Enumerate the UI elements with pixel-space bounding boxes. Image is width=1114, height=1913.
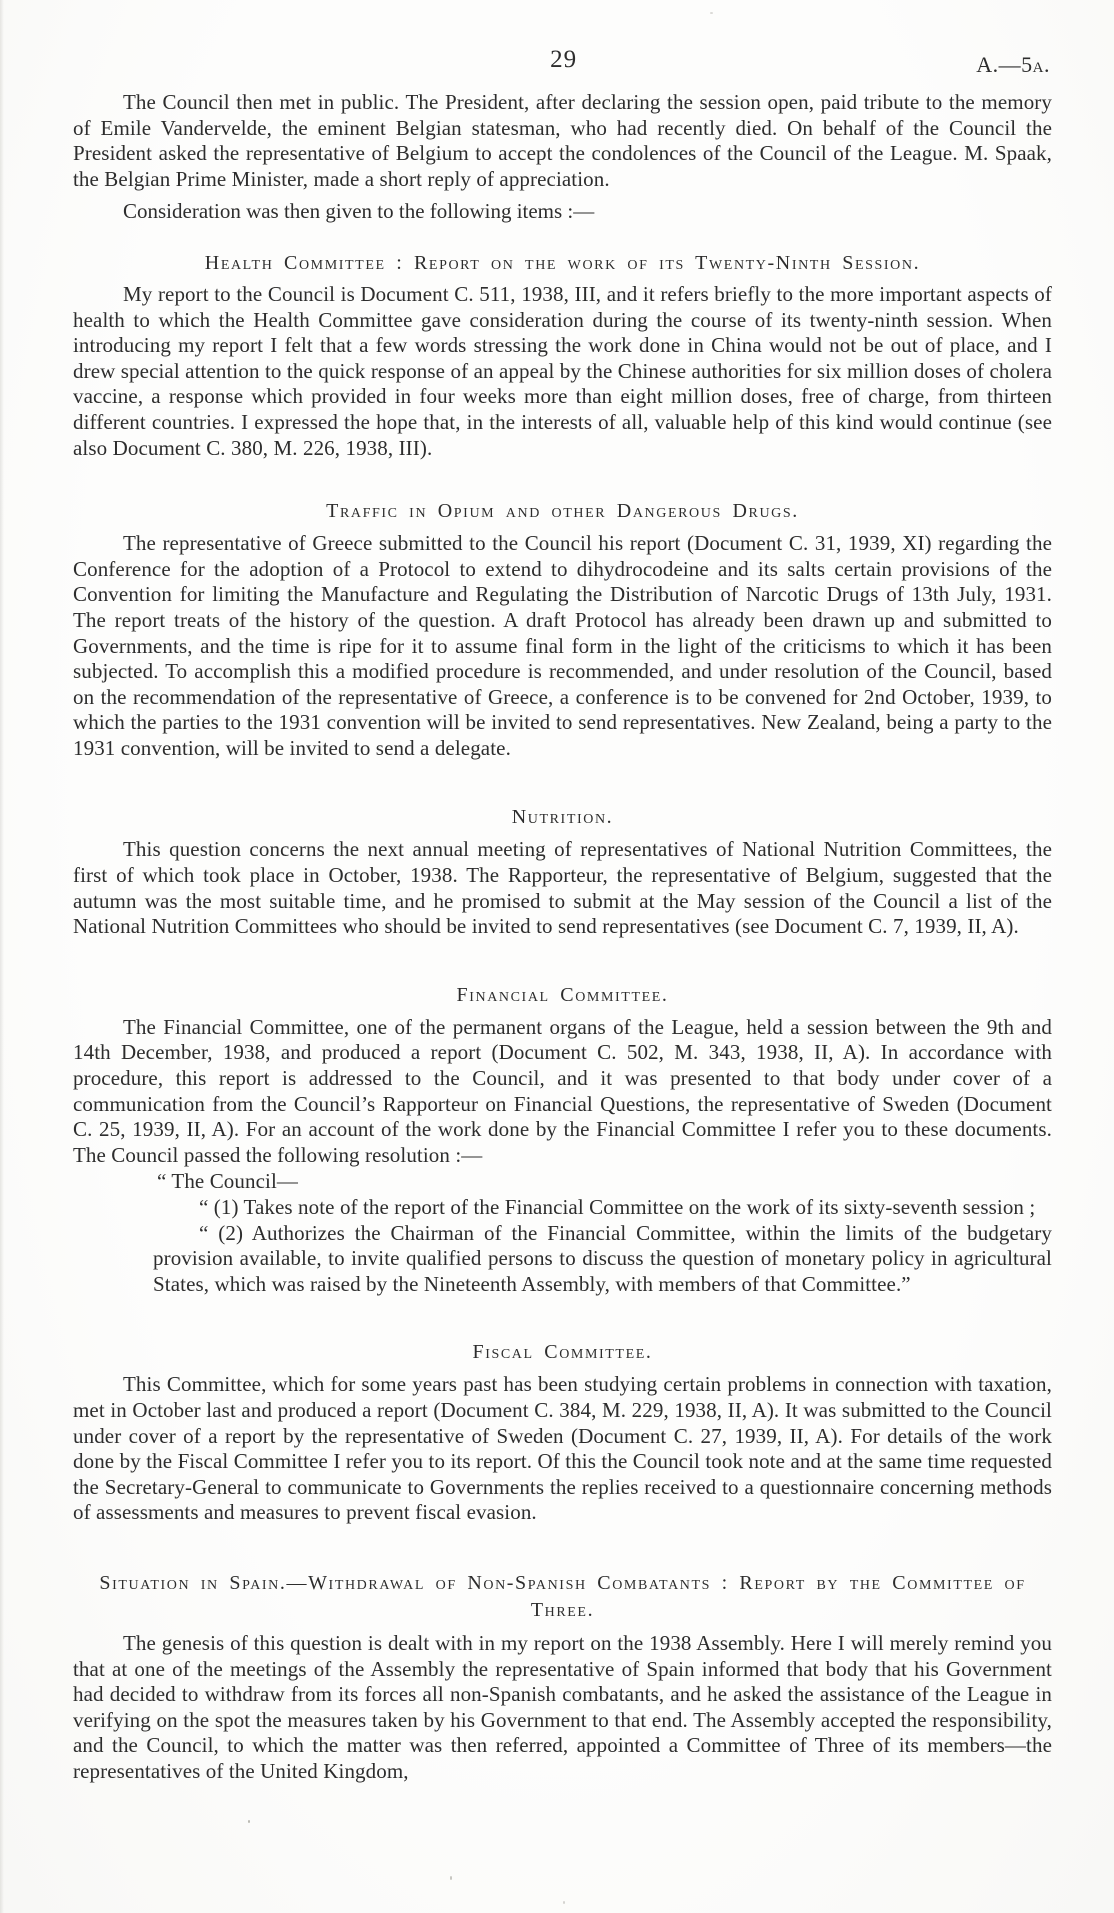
section-health-committee xyxy=(73,250,1052,461)
section-heading-nutrition: Nutrition. xyxy=(511,806,614,829)
section-situation-in-spain xyxy=(73,1570,1052,1785)
page-header xyxy=(73,46,1052,80)
section-body-situation-in-spain: The genesis of this question is dealt with in my report on the 1938 Assembly. Here I will merely remind you that at one of the meetings of the Assembly the representative of Spain informed that body that his Government had decided to withdraw from its forces all non-Spanish combatants, and he asked the assistance of the League in verifying on the spot the measures taken by his Government to that end. The Assembly accepted the responsibility, and the Council, to which the matter was then referred, appointed a Committee of Three of its members—the representatives of the United Kingdom, xyxy=(73,1630,1052,1783)
document-reference: A.—5a. xyxy=(976,52,1050,77)
section-fiscal-committee xyxy=(73,1339,1052,1526)
resolution-intro-line: “ The Council— xyxy=(157,1169,298,1194)
section-heading-health-committee: Health Committee : Report on the work of its Twenty-Ninth Session. xyxy=(204,251,921,274)
resolution-item-1: “ (1) Takes note of the report of the Financial Committee on the work of its sixty-seventh session ; xyxy=(199,1195,1036,1219)
section-body-health-committee: My report to the Council is Document C. 511, 1938, III, and it refers briefly to the more important aspects of health to which the Health Committee gave consideration during the course of its twenty-ninth session. When introducing my report I felt that a few words stressing the work done in China would not be out of place, and I drew special attention to the quick response of an appeal by the Chinese authorities for six million doses of cholera vaccine, a response which provided in four weeks more than eight million doses, free of charge, from thirteen different countries. I expressed the hope that, in the interests of all, valuable help of this kind would continue (see also Document C. 380, M. 226, 1938, III). xyxy=(73,281,1052,460)
section-financial-committee xyxy=(73,982,1052,1298)
resolution-quote xyxy=(153,1169,1052,1297)
section-heading-situation-in-spain: Situation in Spain.—Withdrawal of Non-Spanish Combatants : Report by the Committee of Three. xyxy=(99,1571,1026,1621)
section-nutrition xyxy=(73,804,1052,939)
section-heading-fiscal-committee: Fiscal Committee. xyxy=(472,1341,653,1364)
section-body-financial-committee: The Financial Committee, one of the permanent organs of the League, held a session between the 9th and 14th December, 1938, and produced a report (Document C. 502, M. 343, 1938, II, A). In accordance with procedure, this report is addressed to the Council, and it was presented to that body under cover of a communication from the Council’s Rapporteur on Financial Questions, the representative of Sweden (Document C. 25, 1939, II, A). For an account of the work done by the Financial Committee I refer you to these documents. The Council passed the following resolution :— xyxy=(73,1014,1052,1167)
items-intro-line: Consideration was then given to the following items :— xyxy=(123,199,595,224)
section-heading-opium-traffic: Traffic in Opium and other Dangerous Drugs. xyxy=(326,500,799,523)
page-number: 29 xyxy=(550,46,578,73)
intro-paragraph: The Council then met in public. The President, after declaring the session open, paid tribute to the memory of Emile Vandervelde, the eminent Belgian statesman, who had recently died. On behalf of the Council the President asked the representative of Belgium to accept the condolences of the Council of the League. M. Spaak, the Belgian Prime Minister, made a short reply of appreciation. xyxy=(73,90,1052,191)
section-body-opium-traffic: The representative of Greece submitted to the Council his report (Document C. 31, 1939, XI) regarding the Conference for the adoption of a Protocol to extend to dihydrocodeine and its salts certain provisions of the Convention for limiting the Manufacture and Regulating the Distribution of Narcotic Drugs of 13th July, 1931. The report treats of the history of the question. A draft Protocol has already been drawn up and submitted to Governments, and the time is ripe for it to assume final form in the light of the criticisms to which it has been subjected. To accomplish this a modified procedure is recommended, and under resolution of the Council, based on the recommendation of the representative of Greece, a conference is to be convened for 2nd October, 1939, to which the parties to the 1931 convention will be invited to send representatives. New Zealand, being a party to the 1931 convention, will be invited to send a delegate. xyxy=(73,531,1052,760)
scan-speck xyxy=(563,1901,565,1904)
scan-speck xyxy=(248,1820,250,1823)
scan-speck xyxy=(450,1876,452,1880)
section-heading-financial-committee: Financial Committee. xyxy=(456,983,669,1006)
scan-speck xyxy=(710,12,713,14)
scan-page-edge xyxy=(0,0,4,1913)
section-body-nutrition: This question concerns the next annual meeting of representatives of National Nutrition Committees, the first of which took place in October, 1938. The Rapporteur, the representative of Belgium, suggested that the autumn was the most suitable time, and he promised to submit at the May session of the Council a list of the National Nutrition Committees who should be invited to send representatives (see Document C. 7, 1939, II, A). xyxy=(73,837,1052,939)
resolution-item-2: “ (2) Authorizes the Chairman of the Financial Committee, within the limits of the budgetary provision available, to invite qualified persons to discuss the question of monetary policy in agricultural States, which was raised by the Nineteenth Assembly, with members of that Committee.” xyxy=(153,1220,1052,1296)
section-opium-traffic xyxy=(73,498,1052,761)
section-body-fiscal-committee: This Committee, which for some years past has been studying certain problems in connection with taxation, met in October last and produced a report (Document C. 384, M. 229, 1938, II, A). It was submitted to the Council under cover of a report by the representative of Sweden (Document C. 27, 1939, II, A). For details of the work done by the Fiscal Committee I refer you to its report. Of this the Council took note and at the same time requested the Secretary-General to communicate to Governments the replies received to a questionnaire concerning methods of assessments and measures to prevent fiscal evasion. xyxy=(73,1372,1052,1525)
